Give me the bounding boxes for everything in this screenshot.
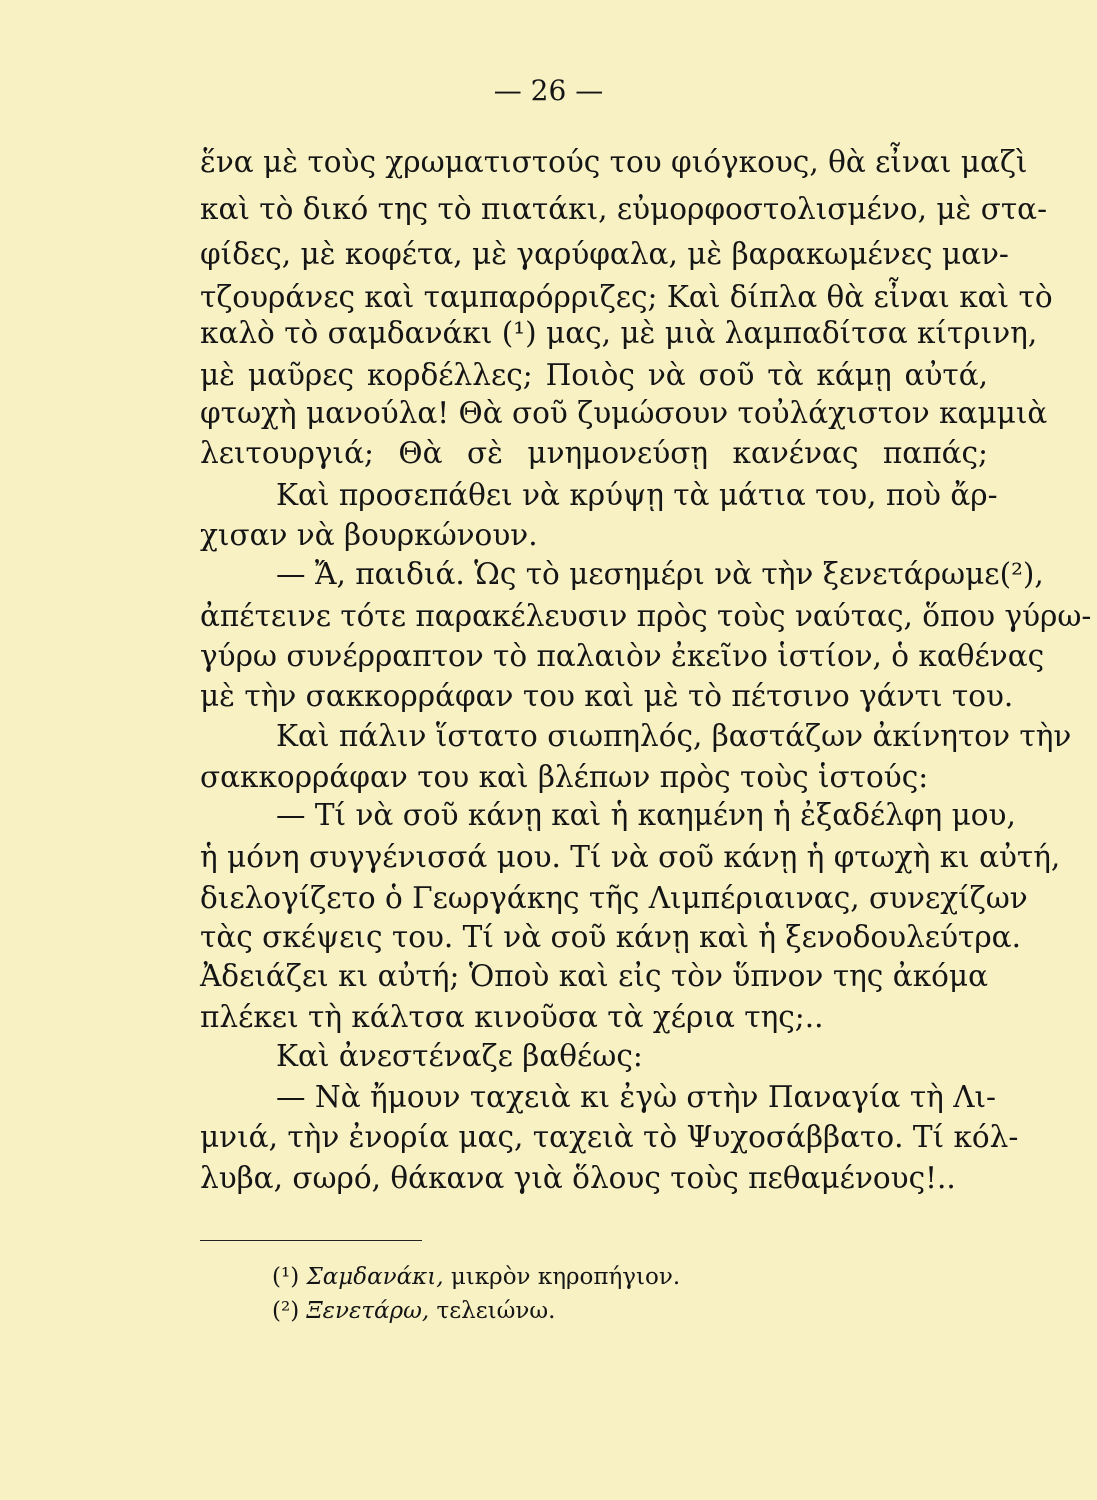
paragraph-start-line: Καὶ πάλιν ἵστατο σιωπηλός, βαστάζων ἀκίνητον τὴν — [276, 719, 1072, 753]
text-line: τὰς σκέψεις του. Τί νὰ σοῦ κάνῃ καὶ ἡ ξενοδουλεύτρα. — [200, 920, 1021, 954]
text-line: μὲ τὴν σακκορράφαν του καὶ μὲ τὸ πέτσινο γάντι του. — [200, 679, 1014, 713]
text-line: ἀπέτεινε τότε παρακέλευσιν πρὸς τοὺς ναύτας, ὅπου γύρω- — [200, 599, 1092, 633]
footnote-mark: (¹) — [272, 1264, 300, 1290]
footnote-term: Σαμδανάκι, — [306, 1264, 444, 1290]
footnote-gloss: τελειώνω. — [436, 1298, 556, 1324]
text-line: χισαν νὰ βουρκώνουν. — [200, 518, 538, 552]
text-line: τζουράνες καὶ ταμπαρόρριζες; Καὶ δίπλα θὰ εἶναι καὶ τὸ — [200, 280, 1053, 314]
text-line: ἕνα μὲ τοὺς χρωματιστούς του φιόγκους, θὰ εἶναι μαζὶ — [200, 145, 1028, 179]
text-line: μνιά, τὴν ἐνορία μας, ταχειὰ τὸ Ψυχοσάββατο. Τί κόλ- — [200, 1120, 1019, 1154]
paragraph-start-line: Καὶ προσεπάθει νὰ κρύψῃ τὰ μάτια του, ποὺ ἄρ- — [276, 478, 998, 512]
dialogue-line: — Τί νὰ σοῦ κάνῃ καὶ ἡ καημένη ἡ ἐξαδέλφη μου, — [276, 798, 1016, 832]
text-line: λυβα, σωρό, θάκανα γιὰ ὅλους τοὺς πεθαμένους!.. — [200, 1161, 956, 1195]
text-line: διελογίζετο ὁ Γεωργάκης τῆς Λιμπέριαινας, συνεχίζων — [200, 881, 1028, 915]
page-number: — 26 — — [493, 74, 604, 107]
dialogue-line: — Ἄ, παιδιά. Ὡς τὸ μεσημέρι νὰ τὴν ξενετάρωμε(²), — [276, 557, 1044, 591]
footnote — [272, 1262, 680, 1292]
paragraph-start-line: Καὶ ἀνεστέναζε βαθέως: — [276, 1039, 643, 1073]
text-line: φτωχὴ μανούλα! Θὰ σοῦ ζυμώσουν τοὐλάχιστον καμμιὰ — [200, 396, 1048, 430]
text-line: πλέκει τὴ κάλτσα κινοῦσα τὰ χέρια της;.. — [200, 1000, 824, 1034]
text-line: Ἀδειάζει κι αὐτή; Ὁποὺ καὶ εἰς τὸν ὕπνον της ἀκόμα — [200, 959, 988, 993]
text-line: λειτουργιά; Θὰ σὲ μνημονεύσῃ κανένας παπάς; — [200, 436, 988, 470]
text-line: σακκορράφαν του καὶ βλέπων πρὸς τοὺς ἱστούς: — [200, 760, 929, 794]
text-line: μὲ μαῦρες κορδέλλες; Ποιὸς νὰ σοῦ τὰ κάμῃ αὐτά, — [200, 358, 988, 392]
text-line: καὶ τὸ δικό της τὸ πιατάκι, εὐμορφοστολισμένο, μὲ στα- — [200, 192, 1048, 226]
footnote-separator — [200, 1240, 422, 1241]
text-line: φίδες, μὲ κοφέτα, μὲ γαρύφαλα, μὲ βαρακωμένες μαν- — [200, 237, 1009, 271]
text-line: γύρω συνέρραπτον τὸ παλαιὸν ἐκεῖνο ἱστίον, ὁ καθένας — [200, 639, 1045, 673]
footnote — [272, 1296, 555, 1326]
footnote-gloss: μικρὸν κηροπήγιον. — [450, 1264, 681, 1290]
footnote-term: Ξενετάρω, — [306, 1298, 430, 1324]
footnote-mark: (²) — [272, 1298, 300, 1324]
text-line: ἡ μόνη συγγένισσά μου. Τί νὰ σοῦ κάνῃ ἡ φτωχὴ κι αὐτή, — [200, 840, 1061, 874]
dialogue-line: — Νὰ ἤμουν ταχειὰ κι ἐγὼ στὴν Παναγία τὴ Λι- — [276, 1080, 997, 1114]
text-line: καλὸ τὸ σαμδανάκι (¹) μας, μὲ μιὰ λαμπαδίτσα κίτρινη, — [200, 316, 1038, 350]
